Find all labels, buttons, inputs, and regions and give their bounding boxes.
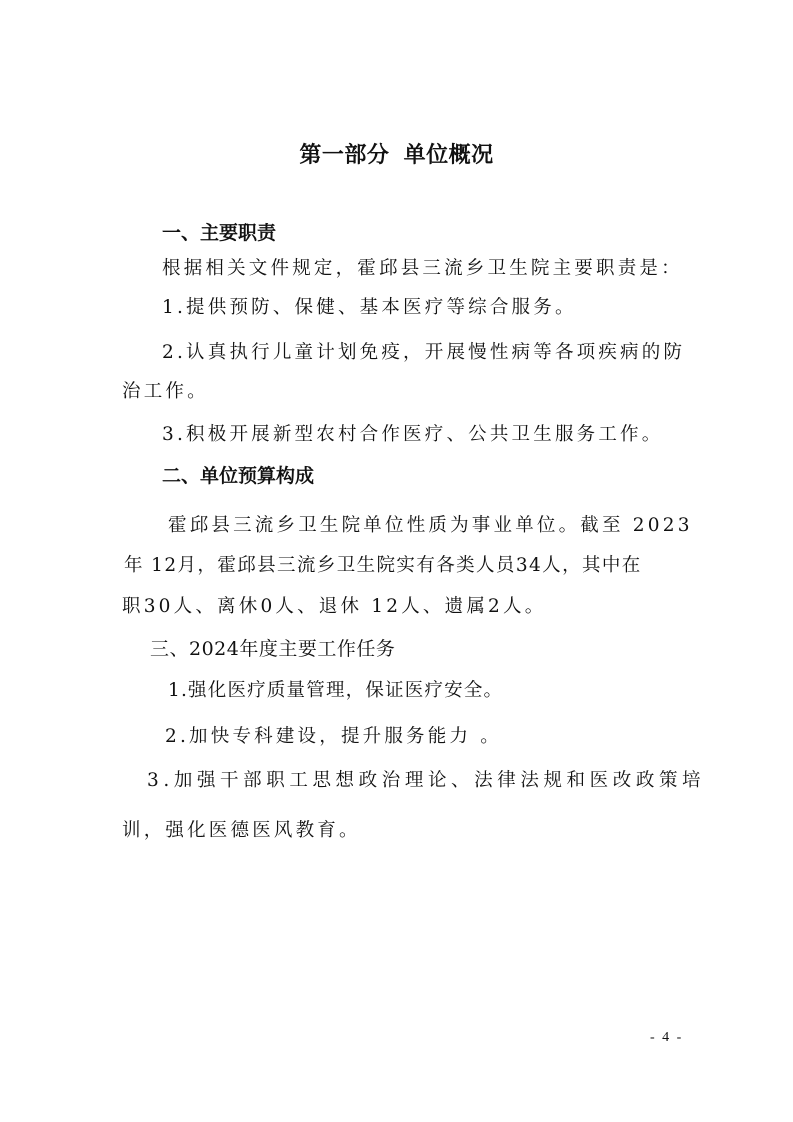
budget-paragraph-line-3: 职30人、离休0人、退休 12人、遗属2人。 (122, 596, 547, 617)
task-item-3-line-1: 3.加强干部职工思想政治理论、法律法规和医改政策培 (147, 770, 706, 791)
section-heading-budget-structure: 二、单位预算构成 (162, 465, 315, 487)
budget-paragraph-line-1: 霍邱县三流乡卫生院单位性质为事业单位。截至 2023 (168, 515, 693, 536)
responsibilities-intro: 根据相关文件规定，霍邱县三流乡卫生院主要职责是： (162, 258, 683, 279)
task-item-3-line-2: 训，强化医德医风教育。 (122, 820, 361, 841)
budget-paragraph-line-2: 年 12月，霍邱县三流乡卫生院实有各类人员34人，其中在 (124, 555, 642, 576)
task-item-1: 1.强化医疗质量管理，保证医疗安全。 (168, 680, 504, 701)
responsibility-item-1: 1.提供预防、保健、基本医疗等综合服务。 (162, 297, 577, 318)
responsibility-item-2-line-2: 治工作。 (122, 381, 209, 402)
page-number: - 4 - (650, 1030, 684, 1045)
page-title: 第一部分 单位概况 (299, 143, 494, 168)
task-item-2: 2.加快专科建设，提升服务能力 。 (165, 726, 502, 747)
section-heading-responsibilities: 一、主要职责 (162, 222, 277, 244)
responsibility-item-2-line-1: 2.认真执行儿童计划免疫，开展慢性病等各项疾病的防 (162, 342, 686, 363)
responsibility-item-3: 3.积极开展新型农村合作医疗、公共卫生服务工作。 (162, 424, 664, 445)
section-heading-2024-tasks: 三、2024年度主要工作任务 (150, 638, 396, 660)
